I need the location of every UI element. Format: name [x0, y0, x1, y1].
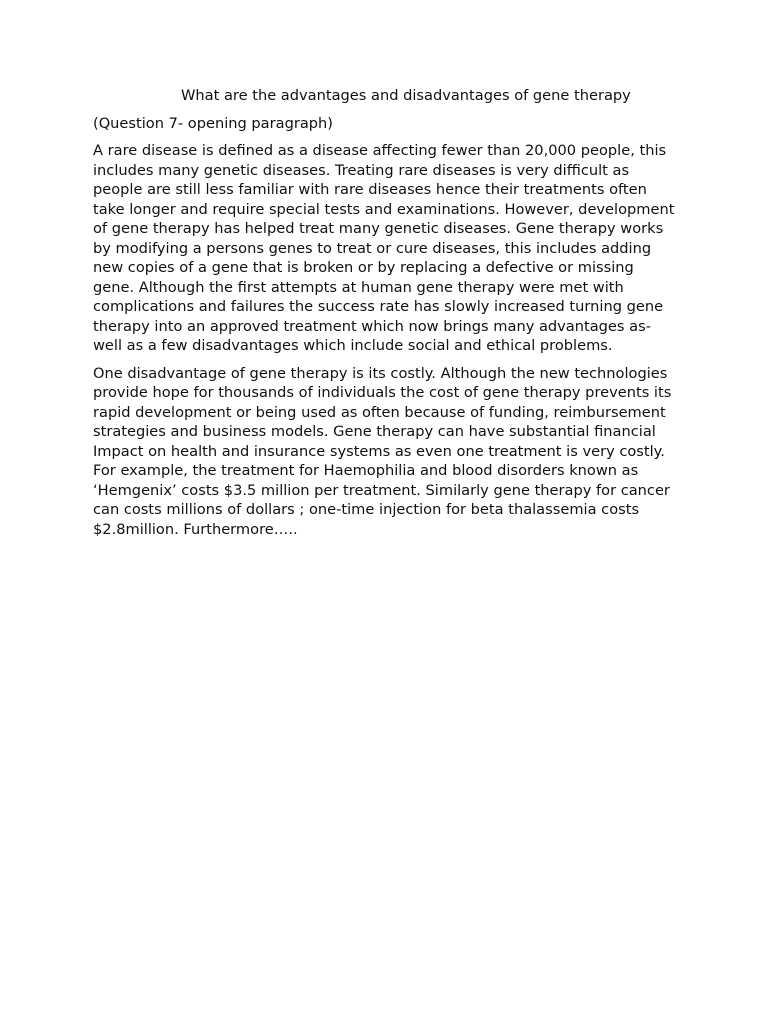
paragraph-intro: A rare disease is defined as a disease affecting fewer than 20,000 people, this includes many genetic diseases. Treating rare diseases is very difficult as people are still less familiar with rare diseases hence their treatments often take longer and require special tests and examinations. However, development of gene therapy has helped treat many genetic diseases. Gene therapy works by modifying a persons genes to treat or cure diseases, this includes adding new copies of a gene that is broken or by replacing a defective or missing gene. Although the first attempts at human gene therapy were met with complications and failures the success rate has slowly increased turning gene therapy into an approved treatment which now brings many advantages as-well as a few disadvantages which include social and ethical problems.	[93, 142, 675, 354]
document-title: What are the advantages and disadvantages of gene therapy	[181, 87, 631, 104]
document-body	[93, 86, 678, 547]
document-subtitle: (Question 7- opening paragraph)	[93, 114, 333, 132]
paragraph-disadvantage-cost: One disadvantage of gene therapy is its costly. Although the new technologies provide hope for thousands of individuals the cost of gene therapy prevents its rapid development or being used as often because of funding, reimbursement strategies and business models. Gene therapy can have substantial financial Impact on health and insurance systems as even one treatment is very costly. For example, the treatment for Haemophilia and blood disorders known as ‘Hemgenix’ costs $3.5 million per treatment. Similarly gene therapy for cancer can costs millions of dollars ; one-time injection for beta thalassemia costs $2.8million. Furthermore…..	[93, 364, 672, 538]
